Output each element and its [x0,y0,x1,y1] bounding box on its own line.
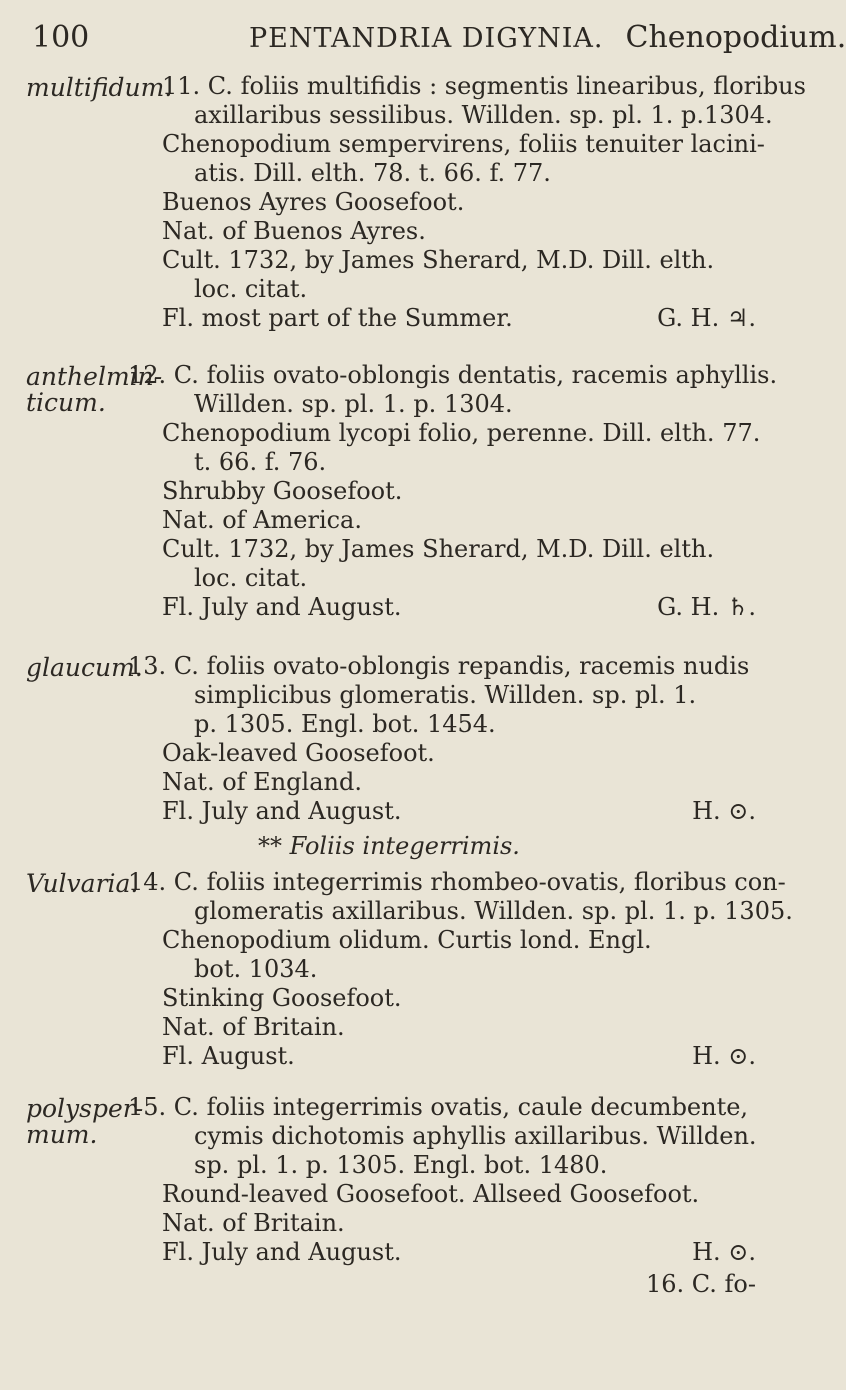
entry-line: loc. citat. [194,564,308,592]
entry-line: Fl. August. [162,1042,295,1070]
entry-line: Round-leaved Goosefoot. Allseed Goosefoot. [162,1180,700,1208]
margin-name: multifidum. [26,73,173,102]
entry-line: cymis dichotomis aphyllis axillaribus. Willden. [194,1122,757,1150]
habitat-symbol: H. ⊙. [692,797,756,825]
margin-name: glaucum. [26,653,143,682]
entry-line: Cult. 1732, by James Sherard, M.D. Dill. elth. [162,535,715,563]
entry-line: Nat. of America. [162,506,362,534]
entry-line: Chenopodium lycopi folio, perenne. Dill. elth. 77. [162,419,761,447]
entry-line: Fl. July and August. [162,1238,402,1266]
entry-line: sp. pl. 1. p. 1305. Engl. bot. 1480. [194,1151,608,1179]
entry-line: bot. 1034. [194,955,318,983]
entry-line: simplicibus glomeratis. Willden. sp. pl. 1. [194,681,697,709]
habitat-symbol: H. ⊙. [692,1238,756,1266]
entry-line: Stinking Goosefoot. [162,984,402,1012]
habitat-symbol: H. ⊙. [692,1042,756,1070]
entry-line: loc. citat. [194,275,308,303]
margin-name: anthelmin- ticum. [26,362,163,417]
entry-line: 14. C. foliis integerrimis rhombeo-ovatis, floribus con- [128,868,786,896]
entry-line: Chenopodium sempervirens, foliis tenuiter lacini- [162,130,765,158]
entry-line: 12. C. foliis ovato-oblongis dentatis, racemis aphyllis. [128,361,778,389]
section-heading: ** Foliis integerrimis. [258,832,520,860]
margin-name: Vulvaria. [26,869,139,898]
entry-line: Cult. 1732, by James Sherard, M.D. Dill. elth. [162,246,715,274]
entry-line: Nat. of Buenos Ayres. [162,217,426,245]
margin-name: polysper- mum. [26,1094,144,1149]
entry-line: t. 66. f. 76. [194,448,327,476]
entry-line: Nat. of England. [162,768,362,796]
entry-line: Oak-leaved Goosefoot. [162,739,435,767]
entry-line: Buenos Ayres Goosefoot. [162,188,465,216]
entry-line: p. 1305. Engl. bot. 1454. [194,710,496,738]
entry-line: Willden. sp. pl. 1. p. 1304. [194,390,513,418]
header-genus: Chenopodium. [625,20,846,55]
header-class: PENTANDRIA DIGYNIA. [249,23,604,54]
entry-line: axillaribus sessilibus. Willden. sp. pl. 1. p.1304. [194,101,773,129]
entry-line: Fl. July and August. [162,593,402,621]
entry-line: 15. C. foliis integerrimis ovatis, caule decumbente, [128,1093,749,1121]
header-title [249,20,846,55]
entry-line: Shrubby Goosefoot. [162,477,403,505]
entry-line: glomeratis axillaribus. Willden. sp. pl. 1. p. 1305. [194,897,793,925]
habitat-symbol: G. H. ♃. [657,304,756,332]
entry-line: atis. Dill. elth. 78. t. 66. f. 77. [194,159,551,187]
entry-line: Nat. of Britain. [162,1209,345,1237]
entry-line: Chenopodium olidum. Curtis lond. Engl. [162,926,652,954]
entry-line: Nat. of Britain. [162,1013,345,1041]
entry-line: 13. C. foliis ovato-oblongis repandis, racemis nudis [128,652,750,680]
catchword: 16. C. fo- [645,1270,756,1298]
entry-line: 11. C. foliis multifidis : segmentis linearibus, floribus [162,72,806,100]
page-number: 100 [32,20,90,55]
running-header [32,20,846,58]
entry-line: Fl. July and August. [162,797,402,825]
entry-line: Fl. most part of the Summer. [162,304,513,332]
habitat-symbol: G. H. ♄. [657,593,756,621]
